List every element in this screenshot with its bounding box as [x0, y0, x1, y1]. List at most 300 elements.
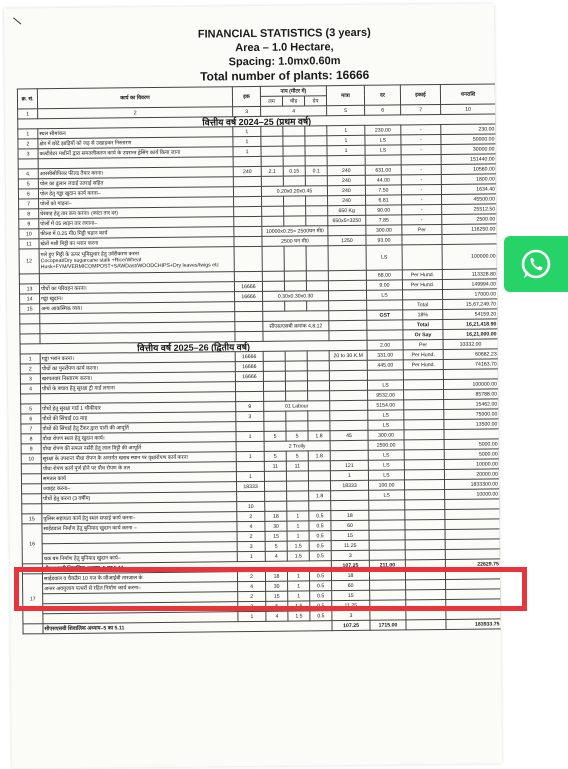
row-qty — [329, 360, 367, 370]
row-wid: 5 — [286, 451, 308, 461]
row-meas: 10000x0.25= 2500घन मी0 — [262, 226, 328, 237]
row-sr: 1 — [18, 129, 38, 139]
row-unit: 1 — [236, 471, 264, 481]
row-unit — [234, 196, 262, 206]
row-amount: 25512.50 — [442, 204, 497, 215]
row-per — [405, 549, 445, 559]
row-desc: कल्टीवेटर मशीनों द्वारा समतलीकरण कार्य के उपरान्त ड्रेसिंग कार्य किया जाना — [38, 147, 233, 159]
row-unit — [234, 226, 262, 236]
row-qty: 18333 — [331, 480, 369, 490]
row-unit: 4 — [237, 521, 265, 531]
row-desc: पौधों का परिवहन करना। — [39, 282, 234, 294]
row-desc: स्थल सीमांकन — [38, 127, 233, 139]
row-dep — [308, 421, 330, 431]
row-amount: 10000.00 — [444, 459, 499, 470]
row-len: 18 — [265, 511, 287, 521]
year2-top-per: Per — [403, 340, 443, 350]
year2-body — [20, 349, 500, 524]
row-qty: 18 — [331, 510, 369, 520]
row-per — [403, 290, 443, 300]
row-dep — [306, 281, 328, 291]
row-qty — [329, 300, 367, 310]
row-qty: 45 — [330, 430, 368, 440]
row-amount: 75000.00 — [444, 409, 499, 420]
row-rate: 68.00 — [366, 270, 402, 280]
row-len — [261, 126, 283, 136]
row-qty: 60 — [332, 580, 370, 590]
row-rate: 7.50 — [365, 185, 401, 195]
row-per: Total — [403, 300, 443, 310]
row-dep — [308, 391, 330, 401]
col-unit: इक — [232, 86, 260, 106]
row-dep — [305, 146, 327, 156]
row-sr: 2 — [18, 139, 38, 149]
row-per: - — [401, 135, 441, 145]
row-len: 4 — [266, 611, 288, 621]
row-qty: 15 — [331, 530, 369, 540]
row-dep — [308, 411, 330, 421]
row-per — [402, 245, 442, 270]
row-qty: 1 — [327, 125, 365, 135]
row-meas: 0.30x0.30x0.30 — [263, 291, 329, 302]
row-desc: पौधा रोपण स्थल हेतु खुदान कार्य। — [41, 432, 236, 444]
row-sr: 13 — [19, 284, 39, 294]
row-sr — [23, 624, 43, 634]
row-sr: 8 — [21, 434, 41, 444]
row-qty: 1 — [327, 145, 365, 155]
row-len — [261, 156, 283, 166]
row-len — [264, 421, 286, 431]
row-per — [405, 539, 445, 549]
year1-note: सीएस/एसबी क्रमांक 4,8,12 — [263, 321, 329, 332]
row-sr: 7 — [19, 199, 39, 209]
row-unit — [234, 216, 262, 226]
row-sr: 5 — [21, 404, 41, 414]
year2-top-amount: 33332.00 — [443, 339, 498, 350]
row-per: Per Hund. — [402, 280, 442, 290]
row-unit: 1 — [238, 611, 266, 621]
row-rate — [367, 370, 403, 380]
gst-label: GST — [367, 310, 403, 320]
row-amount: 50000.00 — [441, 134, 496, 145]
row-dep — [308, 481, 330, 491]
row-wid — [283, 176, 305, 186]
row-rate: LS — [366, 245, 402, 270]
row-desc: घेरबाड़ हेतु तार क्रय करना। (कांटा तार दर) — [39, 207, 234, 219]
row-rate: LS — [365, 135, 401, 145]
row-len: 11 — [264, 461, 286, 471]
row-dep — [307, 361, 329, 371]
row-qty — [330, 410, 368, 420]
row-len: 30 — [265, 521, 287, 531]
highlight-box — [14, 567, 527, 611]
row-dep — [309, 501, 331, 511]
row-unit — [235, 301, 263, 311]
row-unit: 16666 — [235, 351, 263, 361]
gst-amount: 54159.20 — [443, 309, 498, 320]
row-sr — [21, 464, 41, 474]
row-qty: 1 — [327, 135, 365, 145]
row-rate: 445.00 — [367, 360, 403, 370]
row-unit — [234, 246, 262, 271]
pen-mark — [13, 17, 21, 24]
row-qty — [329, 290, 367, 300]
row-unit — [236, 441, 264, 451]
row-per — [403, 380, 443, 390]
row-unit: 16666 — [235, 371, 263, 381]
row-qty — [328, 280, 366, 290]
row-sr — [21, 394, 41, 404]
row-meas: 2500 घन मी0 — [262, 236, 328, 247]
row-per: - — [401, 185, 441, 195]
row-sr: 6 — [18, 189, 38, 199]
row-len — [261, 176, 283, 186]
row-rate — [369, 500, 405, 510]
row-amount: 149994.00 — [442, 279, 497, 290]
row-amount — [443, 369, 498, 380]
row-dep — [307, 381, 329, 391]
row-wid: 1.5 — [287, 551, 309, 561]
row-rate: LS — [368, 420, 404, 430]
row-per — [405, 479, 445, 489]
row-sr: 11 — [19, 239, 39, 249]
row-qty: 1 — [330, 470, 368, 480]
row-dep: 0.5 — [309, 541, 331, 551]
row-sr — [18, 159, 38, 169]
block-total-label: सीएसएसबी शिवालिक अध्याय–5 का 5.11 — [42, 561, 331, 574]
row-unit: 2 — [238, 591, 266, 601]
row-wid — [284, 246, 306, 271]
row-wid — [287, 501, 309, 511]
row-per: Per — [402, 225, 442, 235]
row-sr: 3 — [20, 374, 40, 384]
row-wid — [286, 421, 308, 431]
year1-body — [18, 124, 498, 314]
row-desc: आरसीसीपिलर फील्ड तैयार करना। — [38, 167, 233, 179]
row-dep — [305, 136, 327, 146]
block-total-amount: 22629.75 — [445, 559, 500, 570]
row-amount: 13500.00 — [444, 419, 499, 430]
row-qty — [330, 450, 368, 460]
row-sr — [22, 494, 42, 504]
row-sr: 4 — [20, 384, 40, 394]
row-sr — [21, 474, 41, 484]
row-per: - — [402, 215, 442, 225]
block-total-amount: 183933.75 — [446, 619, 501, 630]
row-len — [262, 246, 284, 271]
row-unit: 1 — [236, 451, 264, 461]
row-desc: पोल का ढुलान लदाई उतराई सहित — [38, 177, 233, 189]
row-per — [404, 420, 444, 430]
row-amount: 85788.00 — [444, 389, 499, 400]
col-dep: डेप — [304, 96, 326, 106]
row-len — [263, 301, 285, 311]
row-amount — [445, 529, 500, 540]
row-wid — [285, 371, 307, 381]
row-unit — [234, 206, 262, 216]
row-dep — [305, 126, 327, 136]
row-sr: 10 — [21, 454, 41, 464]
col-rate: दर — [364, 85, 400, 105]
row-desc: चक बम निर्माण हेतु बुनियाद खुदान कार्य– — [42, 552, 237, 564]
row-amount — [442, 234, 497, 245]
row-wid: 1.5 — [287, 541, 309, 551]
row-amount: 10560.00 — [441, 164, 496, 175]
row-wid — [285, 361, 307, 371]
row-amount: 60682.23 — [443, 349, 498, 360]
row-len — [261, 146, 283, 156]
row-unit: 240 — [233, 166, 261, 176]
document-page — [4, 3, 502, 768]
row-qty — [327, 155, 365, 165]
row-dep: 1.8 — [309, 491, 331, 501]
row-dep: 0.5 — [309, 521, 331, 531]
row-amount: 17000.00 — [443, 289, 498, 300]
gst-rate: 18% — [403, 310, 443, 320]
row-desc: ज्वाइंट करना– — [42, 482, 237, 494]
row-len — [262, 271, 284, 281]
row-per — [402, 235, 442, 245]
row-amount: 10000.00 — [445, 489, 500, 500]
row-sr: 9 — [21, 444, 41, 454]
row-dep — [308, 471, 330, 481]
row-unit: 4 — [238, 581, 266, 591]
row-per — [405, 509, 445, 519]
row-meas: 2 Trolly — [264, 441, 330, 452]
row-unit — [237, 491, 265, 501]
row-per — [404, 470, 444, 480]
row-sr: 8 — [19, 209, 39, 219]
row-sr — [22, 504, 42, 514]
row-unit: 1 — [233, 126, 261, 136]
row-dep: 0.5 — [309, 511, 331, 521]
row-per — [401, 155, 441, 165]
row-unit: 16666 — [234, 281, 262, 291]
row-wid — [284, 216, 306, 226]
row-len — [263, 361, 285, 371]
row-per — [405, 489, 445, 499]
row-desc: सुरक्षा के उपरान्त पौधा रोपण के अन्तर्गत खराब स्थान पर वृक्षारोपण कार्य करना — [41, 452, 236, 464]
row-desc-main: गले हुए मिट्टी के ऊपर भूमिसुधार हेतु उर्वरीकरण करना — [40, 251, 140, 259]
row-unit — [235, 381, 263, 391]
row-rate: 44.00 — [365, 175, 401, 185]
block-total-qty: 107.25 — [332, 620, 370, 630]
row-dep — [306, 206, 328, 216]
row-wid — [286, 391, 308, 401]
row-unit — [233, 156, 261, 166]
row-rate: 93.00 — [366, 235, 402, 245]
row-len — [264, 471, 286, 481]
row-unit: 3 — [237, 541, 265, 551]
num-cell: 5 — [327, 105, 365, 115]
area-line: Area – 1.0 Hectare, — [235, 41, 334, 55]
year2-title: वित्तीय वर्ष 2025–26 (द्वितीय वर्ष) — [20, 340, 367, 354]
row-sr: 17 — [22, 574, 43, 624]
row-amount: 1833300.00 — [445, 479, 500, 490]
year1-title: वित्तीय वर्ष 2024–25 (प्रथम वर्ष) — [18, 114, 496, 129]
row-rate: 300.00 — [366, 225, 402, 235]
orsay-amount: 16,21,000.00 — [443, 329, 498, 340]
row-dep — [305, 176, 327, 186]
row-per — [404, 400, 444, 410]
row-per — [406, 619, 446, 629]
row-wid — [284, 281, 306, 291]
row-rate — [370, 610, 406, 620]
row-qty: 18 — [331, 570, 369, 580]
spacing-line: Spacing: 1.0mx0.60m — [228, 55, 341, 69]
row-dep — [306, 246, 328, 271]
block-total-rate: 211.00 — [369, 560, 405, 570]
row-wid: 1 — [287, 531, 309, 541]
row-amount — [445, 549, 500, 560]
row-len — [262, 216, 284, 226]
col-wid: चौड — [282, 96, 304, 106]
row-unit: 1 — [237, 551, 265, 561]
row-desc-materials: Cocopeat/Dry sugarcane stalk +Rice/Wheat Husk+FYM/VERMICOMPOST+SAWDast/WOODCHIPS+Dry leaves/twigs etc — [40, 257, 220, 271]
col-per: इकाई — [400, 85, 440, 105]
row-desc: गड्ढा खुदान। — [40, 292, 235, 304]
row-sr: 15 — [22, 514, 42, 524]
row-len — [263, 371, 285, 381]
row-len: 15 — [266, 591, 288, 601]
row16-body — [22, 519, 501, 574]
row-sr: 14 — [20, 294, 40, 304]
row-per — [404, 430, 444, 440]
row-desc: फील्ड में 0.25 मी0 मिट्टी चढ़ान कार्य — [39, 227, 234, 239]
row-amount: 5000.00 — [444, 449, 499, 460]
row-rate: LS — [367, 380, 403, 390]
col-qty: मात्रा — [326, 85, 364, 105]
row-rate: LS — [369, 490, 405, 500]
row-qty: 650 Kg — [328, 205, 366, 215]
row-desc — [39, 247, 234, 274]
row-wid — [284, 196, 306, 206]
row-amount: 5000.00 — [444, 439, 499, 450]
row-desc: समतल कार्य — [41, 472, 236, 484]
row-desc: पौधों की सिंचाई हेतु टैंकर द्वारा पानी की आपूर्ति — [41, 422, 236, 434]
row-unit — [233, 186, 261, 196]
row-wid — [285, 301, 307, 311]
row-wid — [283, 156, 305, 166]
row-len: 18 — [265, 571, 287, 581]
row-per: Per Hund. — [402, 270, 442, 280]
row-rate: LS — [368, 450, 404, 460]
row-desc: पौधों हेतु सुरक्षा गार्ड 1 चौकीदार — [41, 402, 236, 414]
row-wid — [286, 411, 308, 421]
row-desc: पोलों में 05 लाइन तार लगाना– — [39, 217, 234, 229]
row-sr: 1 — [20, 354, 40, 364]
whatsapp-button[interactable] — [504, 236, 568, 292]
header-row — [17, 84, 495, 99]
row-wid: 1 — [287, 571, 309, 581]
row-desc: पुलिस सहायता कार्य हेतु स्थल सफाई कार्य करना– — [42, 512, 237, 524]
row-rate: 5154.00 — [368, 400, 404, 410]
row-dep: 0.1 — [305, 166, 327, 176]
row-per — [406, 609, 446, 619]
row-unit: 16666 — [235, 291, 263, 301]
row-amount: 116250.00 — [442, 224, 497, 235]
row-desc: खरपतवार निस्तारण करना। — [40, 372, 235, 384]
row-amount: 1800.00 — [441, 174, 496, 185]
row-len — [265, 491, 287, 501]
row-per: - — [401, 175, 441, 185]
total-label: Total — [403, 320, 443, 330]
row-dep — [307, 301, 329, 311]
row-dep — [308, 461, 330, 471]
row-meas: 01 Labour — [264, 401, 330, 412]
row-dep — [307, 371, 329, 381]
row-per — [404, 410, 444, 420]
row-amount: 74163.70 — [443, 359, 498, 370]
row-unit — [236, 421, 264, 431]
row-dep: 0.5 — [309, 551, 331, 561]
row-sr: 16 — [22, 524, 42, 564]
row-amount — [445, 539, 500, 550]
row-unit: 18333 — [237, 481, 265, 491]
row-qty — [331, 500, 369, 510]
row-qty: 11.25 — [332, 600, 370, 610]
row-wid — [284, 271, 306, 281]
row-qty: 3 — [332, 610, 370, 620]
row-sr: 12 — [19, 249, 39, 274]
row-per — [404, 460, 444, 470]
row-per: - — [401, 125, 441, 135]
statistics-table — [17, 83, 502, 634]
row-unit: 2 — [237, 511, 265, 521]
document-title: FINANCIAL STATISTICS (3 years) — [197, 26, 371, 41]
row-rate — [369, 520, 405, 530]
col-sr: क्र. सं. — [17, 89, 37, 109]
row-per: - — [401, 165, 441, 175]
row-dep: 1.8 — [308, 431, 330, 441]
row-per: - — [401, 145, 441, 155]
row-per: Per Hund. — [403, 360, 443, 370]
row-desc: पौधों का पुनर्रोपण कार्य करना। — [40, 362, 235, 374]
row-len: 5 — [265, 541, 287, 551]
row-amount — [445, 499, 500, 510]
col-desc: कार्य का विवरण — [37, 87, 232, 109]
row-per — [405, 499, 445, 509]
row-per: - — [402, 195, 442, 205]
row-rate — [369, 510, 405, 520]
row-qty — [330, 440, 368, 450]
row-amount: 30000.00 — [441, 144, 496, 155]
row-unit: 10 — [237, 501, 265, 511]
num-cell: 4 — [261, 106, 327, 117]
row-desc: पौधों हेतु करना (3 वर्षीय) — [42, 492, 237, 504]
row-len — [264, 411, 286, 421]
row-qty — [328, 245, 366, 270]
row-len: 15 — [265, 531, 287, 541]
row-rate — [365, 155, 401, 165]
row-dep: 0.5 — [310, 611, 332, 621]
row-dep — [306, 271, 328, 281]
row-wid: 11 — [286, 461, 308, 471]
row-wid — [283, 136, 305, 146]
row-sr: 5 — [18, 179, 38, 189]
row-desc: पौधों की सिंचाई 03 माह — [41, 412, 236, 424]
row-amount — [445, 519, 500, 530]
num-cell: 2 — [38, 107, 233, 119]
col-meas: नाप (मीटर में) — [260, 86, 326, 97]
row-wid: 1.5 — [288, 611, 310, 621]
row-qty: 650x5=3250 — [328, 215, 366, 225]
row-unit: 3 — [238, 601, 266, 611]
row-len — [264, 391, 286, 401]
row-desc: पौधों के बचाव हेतु सुरक्षा ट्री गार्ड लगाना — [40, 382, 235, 394]
row-rate: LS — [365, 145, 401, 155]
row-desc: साईडवाल व चैकडैम 10 गज के जीआईबी तारजाल के — [42, 572, 237, 584]
